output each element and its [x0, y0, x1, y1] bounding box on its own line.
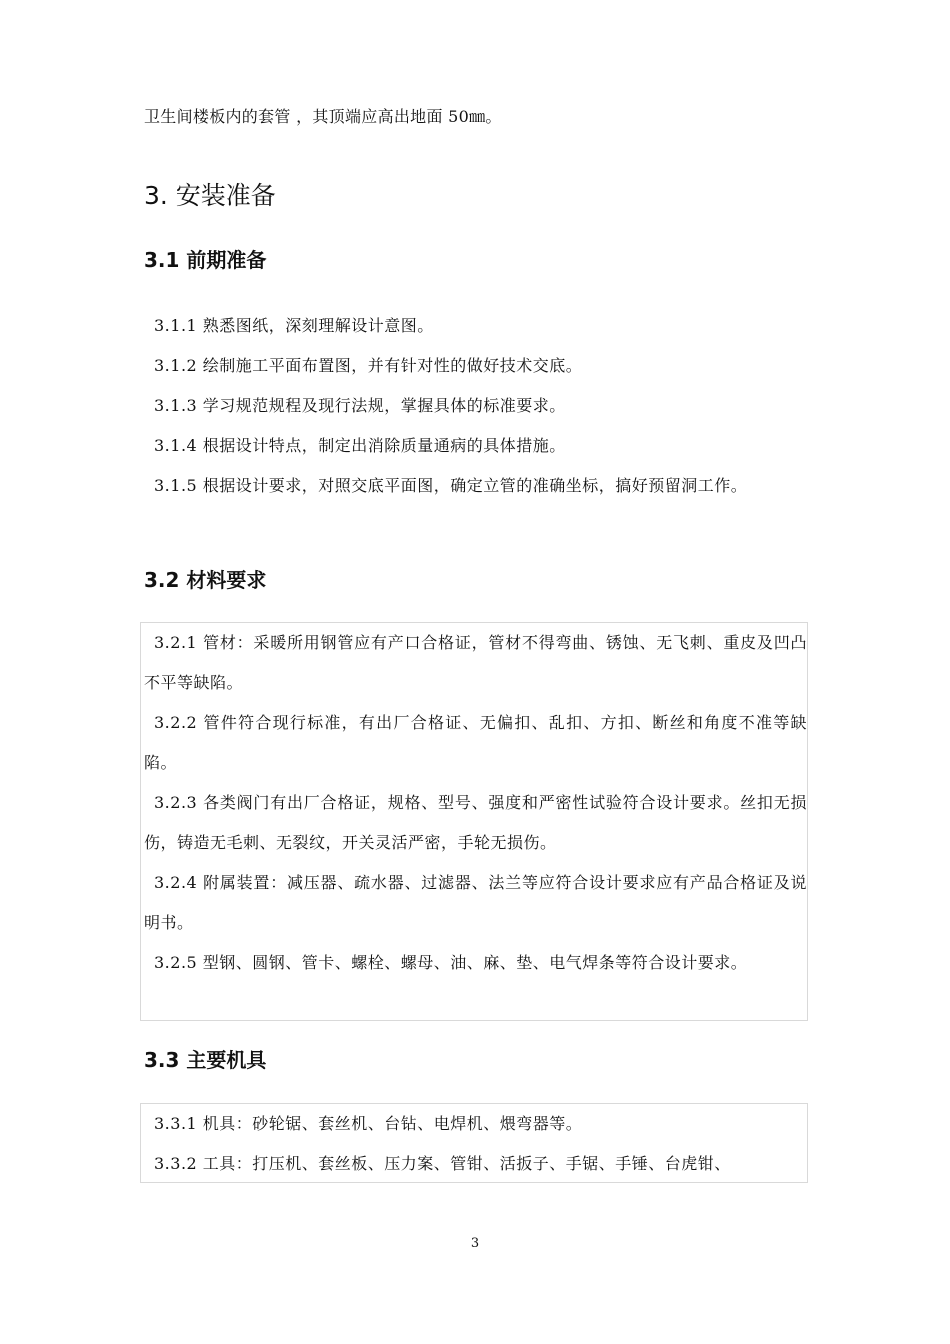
list-item: 3.3.2 工具：打压机、套丝板、压力案、管钳、活扳子、手锯、手锤、台虎钳、	[154, 1154, 731, 1173]
list-item: 3.1.1 熟悉图纸，深刻理解设计意图。	[154, 316, 434, 335]
section-3-3-heading: 3.3 主要机具	[144, 1048, 267, 1072]
list-item: 3.2.5 型钢、圆钢、管卡、螺栓、螺母、油、麻、垫、电气焊条等符合设计要求。	[154, 953, 748, 972]
list-item: 3.1.4 根据设计特点，制定出消除质量通病的具体措施。	[154, 436, 566, 455]
list-item: 3.1.2 绘制施工平面布置图，并有针对性的做好技术交底。	[154, 356, 583, 375]
section-3-3-box	[140, 1103, 808, 1183]
list-item: 3.2.1 管材：采暖所用钢管应有产口合格证，管材不得弯曲、锈蚀、无飞刺、重皮及凹凸不平等缺陷。	[144, 633, 807, 692]
list-item: 3.2.4 附属装置：减压器、疏水器、过滤器、法兰等应符合设计要求应有产品合格证及说明书。	[144, 873, 807, 932]
section-3-1-body	[144, 306, 810, 506]
list-item: 3.1.5 根据设计要求，对照交底平面图，确定立管的准确坐标，搞好预留洞工作。	[154, 476, 748, 495]
section-3-2-heading: 3.2 材料要求	[144, 568, 267, 592]
list-item: 3.1.3 学习规范规程及现行法规，掌握具体的标准要求。	[154, 396, 566, 415]
list-item: 3.2.3 各类阀门有出厂合格证，规格、型号、强度和严密性试验符合设计要求。丝扣无损伤，铸造无毛刺、无裂纹，开关灵活严密，手轮无损伤。	[144, 793, 807, 852]
list-item: 3.2.2 管件符合现行标准，有出厂合格证、无偏扣、乱扣、方扣、断丝和角度不准等缺陷。	[144, 713, 807, 772]
section-3-heading: 3. 安装准备	[144, 181, 276, 210]
section-3-1-heading: 3.1 前期准备	[144, 248, 267, 272]
page-number: 3	[470, 1236, 480, 1251]
section-3-2-box	[140, 622, 808, 1021]
list-item: 3.3.1 机具：砂轮锯、套丝机、台钻、电焊机、煨弯器等。	[154, 1114, 583, 1133]
intro-line: 卫生间楼板内的套管 ，其顶端应高出地面 50㎜。	[144, 107, 502, 126]
